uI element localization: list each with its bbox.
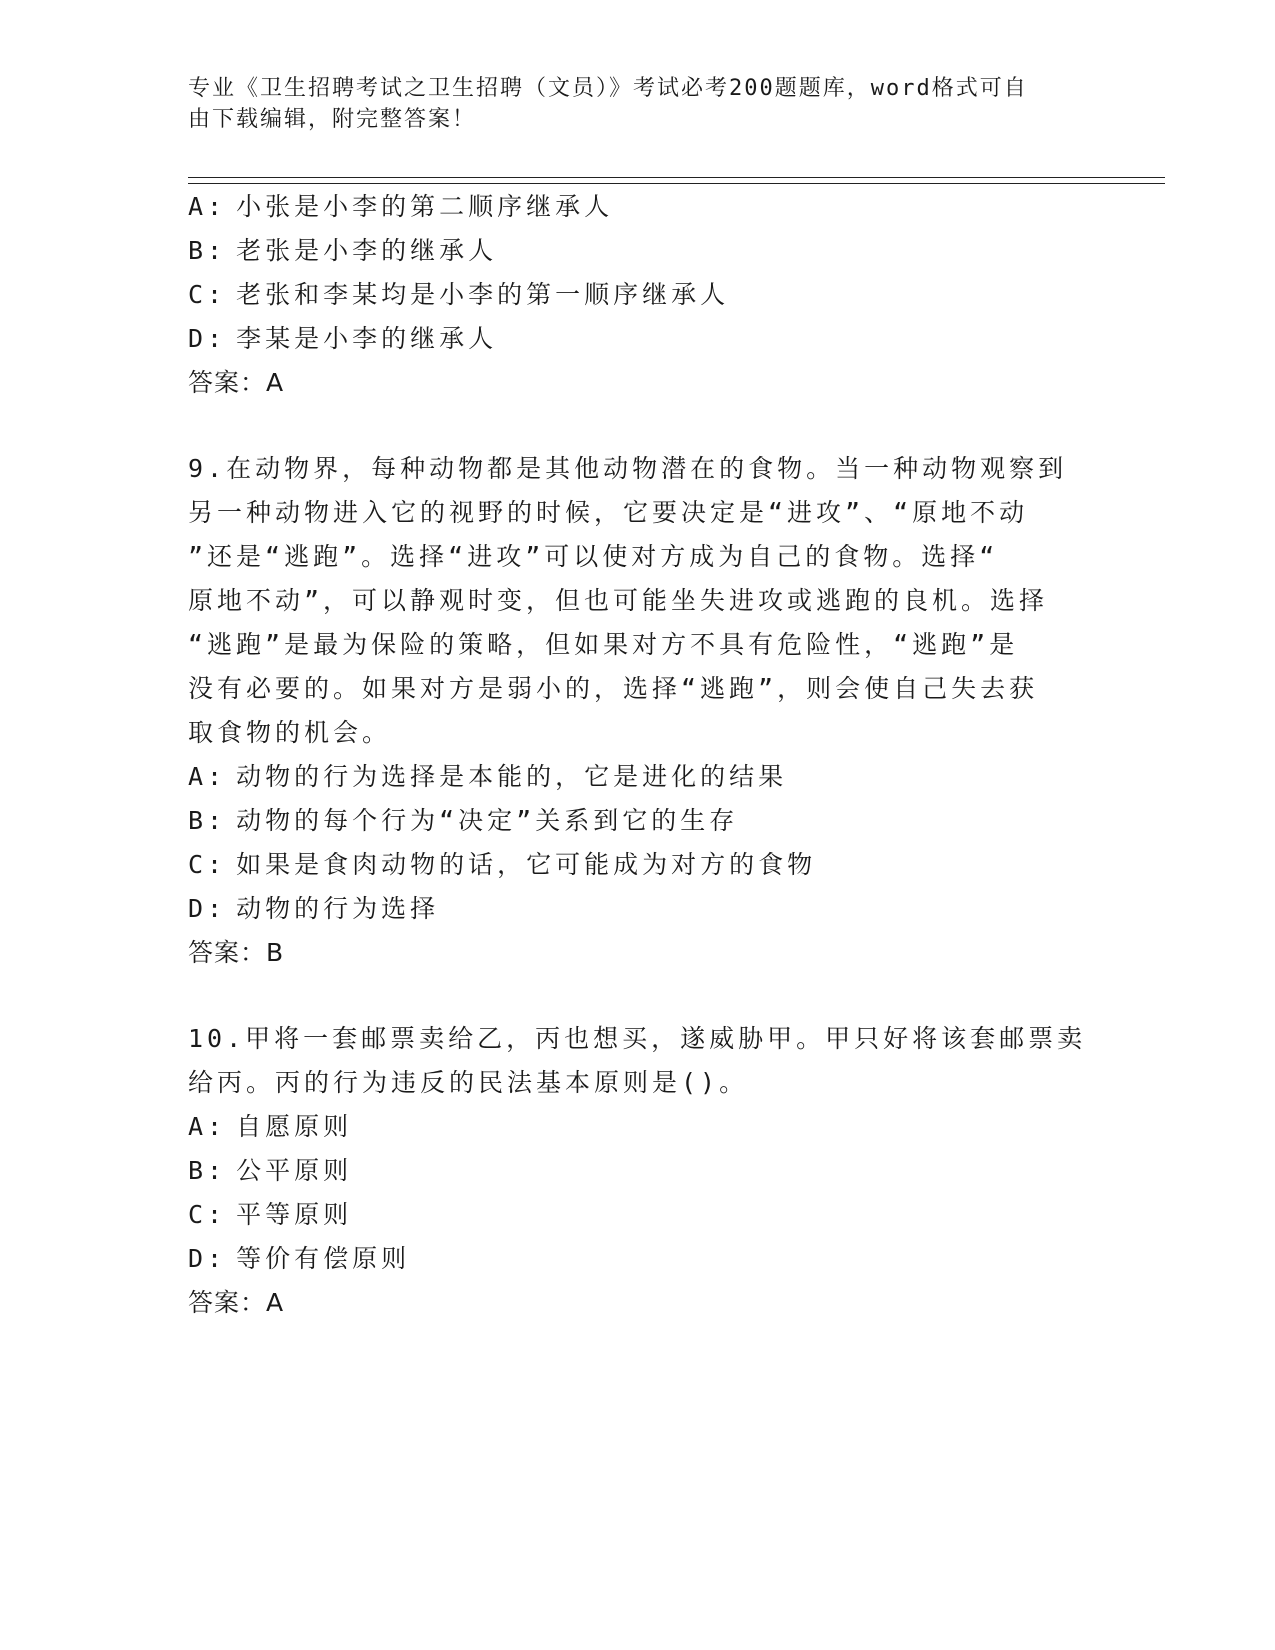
document-header bbox=[188, 73, 1088, 135]
header-line-1: 专业《卫生招聘考试之卫生招聘（文员）》考试必考200题题库，word格式可自 bbox=[188, 76, 1028, 101]
q9-stem-line-2: 另一种动物进入它的视野的时候，它要决定是“进攻”、“原地不动 bbox=[188, 498, 1029, 527]
q8-option-d: D: 李某是小李的继承人 bbox=[188, 324, 498, 353]
q8-option-a: A: 小张是小李的第二顺序继承人 bbox=[188, 192, 614, 221]
q9-stem-line-4: 原地不动”，可以静观时变，但也可能坐失进攻或逃跑的良机。选择 bbox=[188, 586, 1049, 615]
q9-option-c: C: 如果是食肉动物的话，它可能成为对方的食物 bbox=[188, 850, 817, 879]
q10-option-a: A: 自愿原则 bbox=[188, 1112, 353, 1141]
q9-stem-line-1: 9.在动物界，每种动物都是其他动物潜在的食物。当一种动物观察到 bbox=[188, 454, 1068, 483]
q10-stem-line-2: 给丙。丙的行为违反的民法基本原则是()。 bbox=[188, 1068, 749, 1097]
q10-option-c: C: 平等原则 bbox=[188, 1200, 353, 1229]
q8-option-b: B: 老张是小李的继承人 bbox=[188, 236, 498, 265]
q9-option-d: D: 动物的行为选择 bbox=[188, 894, 440, 923]
q10-answer: 答案：A bbox=[188, 1288, 285, 1317]
q8-option-c: C: 老张和李某均是小李的第一顺序继承人 bbox=[188, 280, 730, 309]
q9-stem-line-7: 取食物的机会。 bbox=[188, 718, 392, 747]
q9-stem-line-5: “逃跑”是最为保险的策略，但如果对方不具有危险性，“逃跑”是 bbox=[188, 630, 1019, 659]
q10-option-d: D: 等价有偿原则 bbox=[188, 1244, 411, 1273]
header-divider-bottom bbox=[188, 183, 1165, 184]
q9-option-a: A: 动物的行为选择是本能的，它是进化的结果 bbox=[188, 762, 788, 791]
q9-option-b: B: 动物的每个行为“决定”关系到它的生存 bbox=[188, 806, 739, 835]
header-line-2: 由下载编辑，附完整答案！ bbox=[188, 107, 477, 132]
q8-answer: 答案：A bbox=[188, 368, 285, 397]
q10-option-b: B: 公平原则 bbox=[188, 1156, 353, 1185]
header-divider-top bbox=[188, 177, 1165, 178]
q10-stem-line-1: 10.甲将一套邮票卖给乙，丙也想买，遂威胁甲。甲只好将该套邮票卖 bbox=[188, 1024, 1087, 1053]
q9-stem-line-3: ”还是“逃跑”。选择“进攻”可以使对方成为自己的食物。选择“ bbox=[188, 542, 999, 571]
q9-stem-line-6: 没有必要的。如果对方是弱小的，选择“逃跑”，则会使自己失去获 bbox=[188, 674, 1039, 703]
q9-answer: 答案：B bbox=[188, 938, 285, 967]
